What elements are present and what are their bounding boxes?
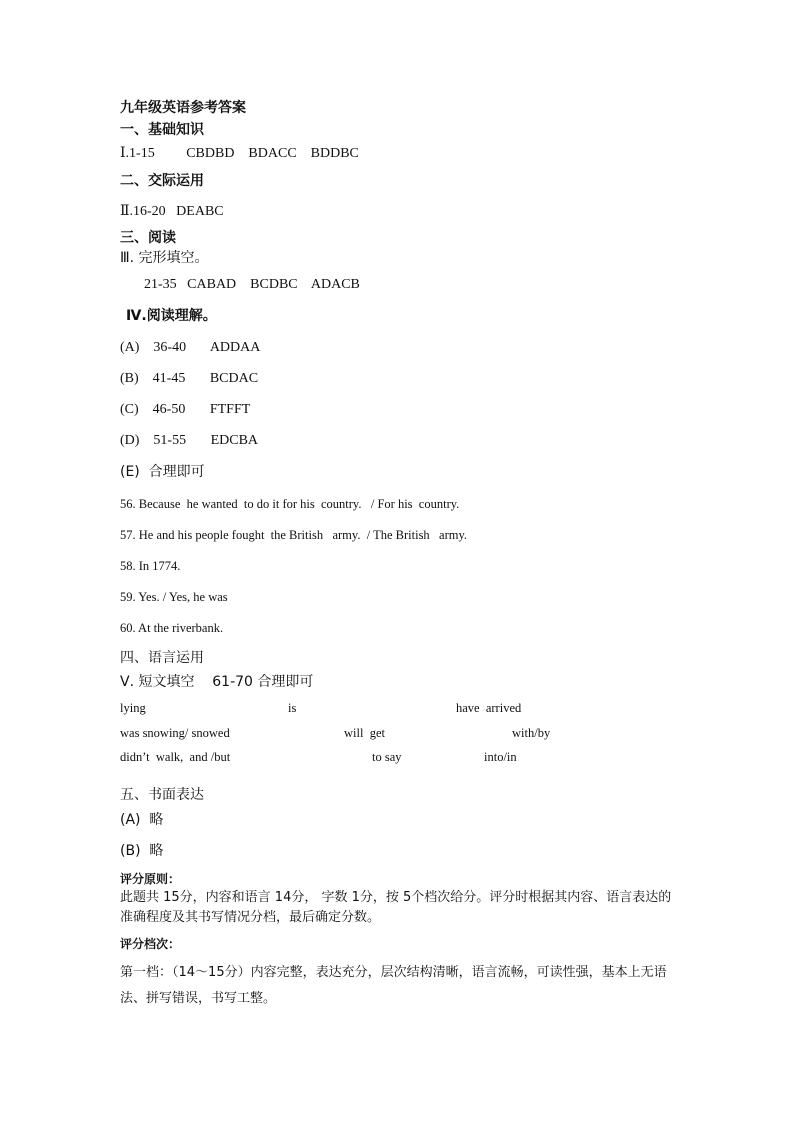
reading-heading: Ⅳ.阅读理解。	[126, 308, 217, 324]
scoring-level-heading: 评分档次：	[120, 937, 181, 951]
fill-blank-heading: Ⅴ. 短文填空 61-70 合理即可	[120, 674, 314, 690]
reading-b-answers: (B) 41-45 BCDAC	[120, 371, 259, 386]
cloze-answers: 21-35 CABAD BCDBC ADACB	[144, 277, 360, 292]
section-5-heading: 五、书面表达	[120, 787, 204, 803]
section-2-answers: Ⅱ.16-20 DEABC	[120, 204, 224, 219]
reading-e-answers: (E) 合理即可	[120, 464, 205, 480]
fill-answer-67: didn’t walk, and /but	[120, 750, 231, 764]
fill-answer-68: to say	[372, 750, 402, 764]
answer-58: 58. In 1774.	[120, 559, 181, 573]
fill-answer-62: is	[288, 701, 297, 715]
scoring-rule-text: 此题共 15分，内容和语言 14分， 字数 1分，按 5个档次给分。评分时根据其内容、语言表达的准确程度及其书写情况分档，最后确定分数。	[120, 890, 672, 925]
answer-60: 60. At the riverbank.	[120, 621, 224, 635]
fill-answer-66: with/by	[512, 726, 551, 740]
writing-b: (B) 略	[120, 843, 164, 859]
answer-57: 57. He and his people fought the British army. / The British army.	[120, 528, 468, 542]
section-2-heading: 二、交际运用	[120, 173, 204, 189]
reading-a-answers: (A) 36-40 ADDAA	[120, 340, 261, 355]
fill-answer-64: was snowing/ snowed	[120, 726, 230, 740]
section-1-answers: Ⅰ.1-15 CBDBD BDACC BDDBC	[120, 146, 359, 161]
scoring-rule-heading: 评分原则：	[120, 872, 181, 886]
section-4-heading: 四、语言运用	[120, 650, 204, 666]
scoring-level-text: 第一档：（14～15分）内容完整，表达充分，层次结构清晰，语言流畅，可读性强，基本上无语法、拼写错误，书写工整。	[120, 965, 667, 1006]
answer-59: 59. Yes. / Yes, he was	[120, 590, 228, 604]
section-3-heading: 三、阅读	[120, 230, 176, 246]
fill-answer-61: lying	[120, 701, 146, 715]
reading-d-answers: (D) 51-55 EDCBA	[120, 433, 259, 448]
page-title: 九年级英语参考答案	[120, 100, 246, 116]
section-1-heading: 一、基础知识	[120, 122, 204, 138]
fill-answer-63: have arrived	[456, 701, 522, 715]
writing-a: (A) 略	[120, 812, 164, 828]
answer-56: 56. Because he wanted to do it for his country. / For his country.	[120, 497, 460, 511]
fill-answer-69: into/in	[484, 750, 517, 764]
fill-answer-65: will get	[344, 726, 385, 740]
cloze-heading: Ⅲ. 完形填空。	[120, 250, 209, 266]
reading-c-answers: (C) 46-50 FTFFT	[120, 402, 251, 417]
